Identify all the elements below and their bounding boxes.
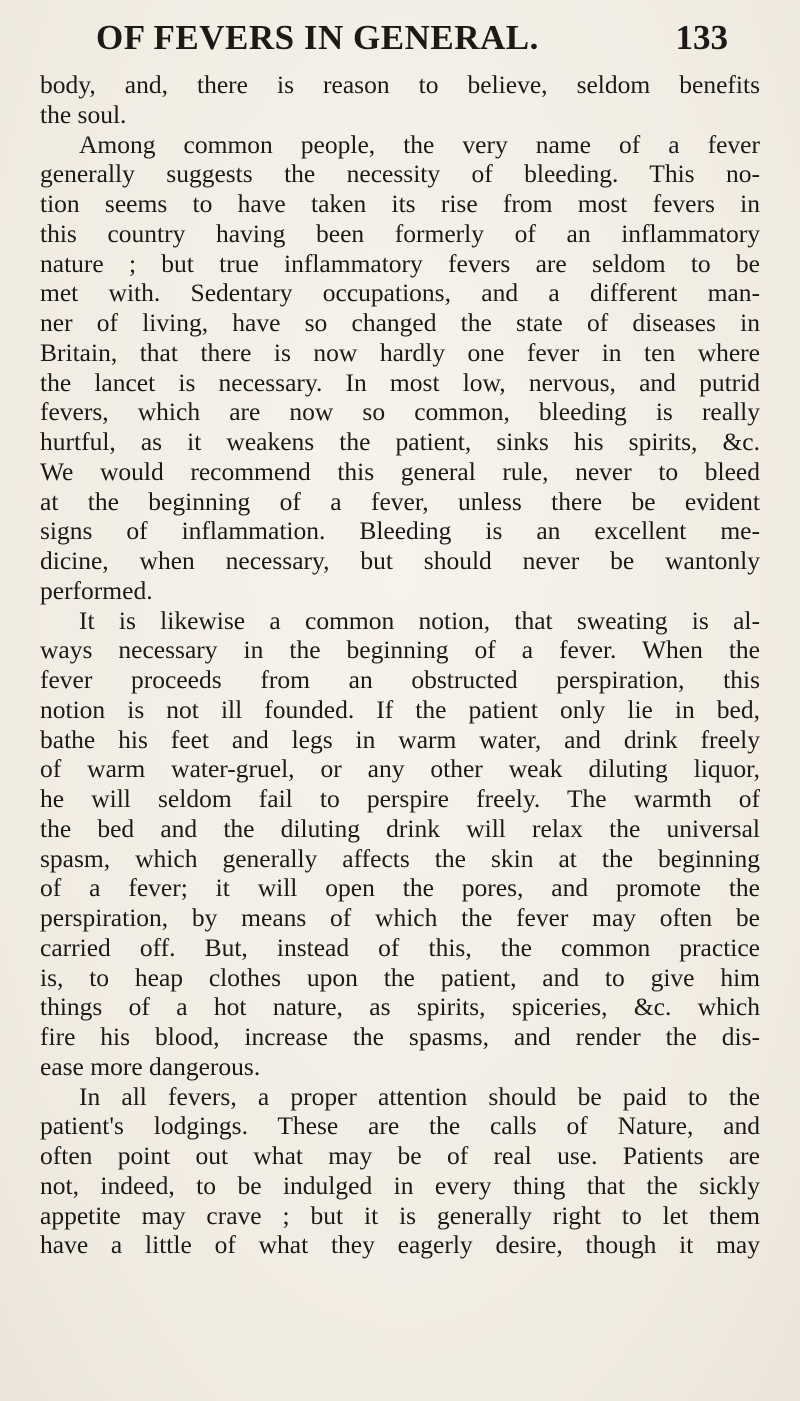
text-line: tion seems to have taken its rise from most fevers in [40, 189, 760, 218]
text-line: ease more dangerous. [40, 1051, 261, 1081]
text-line: the soul. [40, 99, 127, 129]
text-line: In all fevers, a proper attention should be paid to the [79, 1081, 760, 1111]
page-header [96, 18, 728, 68]
text-line: the bed and the diluting drink will relax the universal [40, 813, 760, 843]
text-line: appetite may crave ; but it is generally right to let them [40, 1200, 760, 1230]
text-line: of warm water-gruel, or any other weak diluting liquor, [40, 754, 760, 784]
text-line: patient's lodgings. These are the calls of Nature, and [40, 1111, 760, 1141]
text-line: fevers, which are now so common, bleeding is really [40, 397, 760, 427]
text-line: body, and, there is reason to believe, seldom benefits [40, 70, 760, 99]
text-line: ways necessary in the beginning of a fever. When the [40, 635, 760, 665]
text-line: fever proceeds from an obstructed perspiration, this [40, 665, 760, 694]
body-text [40, 70, 760, 1260]
text-line: often point out what may be of real use. Patients are [40, 1141, 760, 1170]
text-line: nature ; but true inflammatory fevers are seldom to be [40, 248, 760, 278]
text-line: Among common people, the very name of a fever [79, 129, 760, 159]
text-line: Britain, that there is now hardly one fever in ten where [40, 337, 760, 367]
text-line: It is likewise a common notion, that sweating is al- [79, 605, 760, 635]
text-line: at the beginning of a fever, unless there be evident [40, 486, 760, 516]
text-line: hurtful, as it weakens the patient, sinks his spirits, &c. [40, 427, 760, 456]
running-head: OF FEVERS IN GENERAL. [96, 18, 539, 57]
text-line: notion is not ill founded. If the patient only lie in bed, [40, 694, 760, 724]
text-line: ner of living, have so changed the state of diseases in [40, 308, 760, 337]
text-line: performed. [40, 575, 153, 605]
text-line: bathe his feet and legs in warm water, and drink freely [40, 724, 760, 754]
text-line: generally suggests the necessity of bleeding. This no- [40, 159, 760, 189]
text-line: the lancet is necessary. In most low, nervous, and putrid [40, 367, 760, 397]
text-line: things of a hot nature, as spirits, spiceries, &c. which [40, 992, 760, 1022]
text-line: dicine, when necessary, but should never be wantonly [40, 546, 760, 575]
text-line: not, indeed, to be indulged in every thing that the sickly [40, 1170, 760, 1200]
text-line: he will seldom fail to perspire freely. The warmth of [40, 784, 760, 813]
text-line: perspiration, by means of which the fever may often be [40, 903, 760, 932]
page-number: 133 [675, 18, 728, 57]
text-line: spasm, which generally affects the skin at the beginning [40, 843, 760, 873]
text-line: fire his blood, increase the spasms, and render the dis- [40, 1022, 760, 1051]
text-line: We would recommend this general rule, never to bleed [40, 456, 760, 486]
text-line: is, to heap clothes upon the patient, and to give him [40, 962, 760, 992]
text-line: met with. Sedentary occupations, and a different man- [40, 278, 760, 308]
text-line: this country having been formerly of an inflammatory [40, 218, 760, 248]
text-line: have a little of what they eagerly desire, though it may [40, 1230, 760, 1260]
text-line: carried off. But, instead of this, the common practice [40, 932, 760, 962]
text-line: signs of inflammation. Bleeding is an excellent me- [40, 516, 760, 546]
text-line: of a fever; it will open the pores, and promote the [40, 873, 760, 903]
